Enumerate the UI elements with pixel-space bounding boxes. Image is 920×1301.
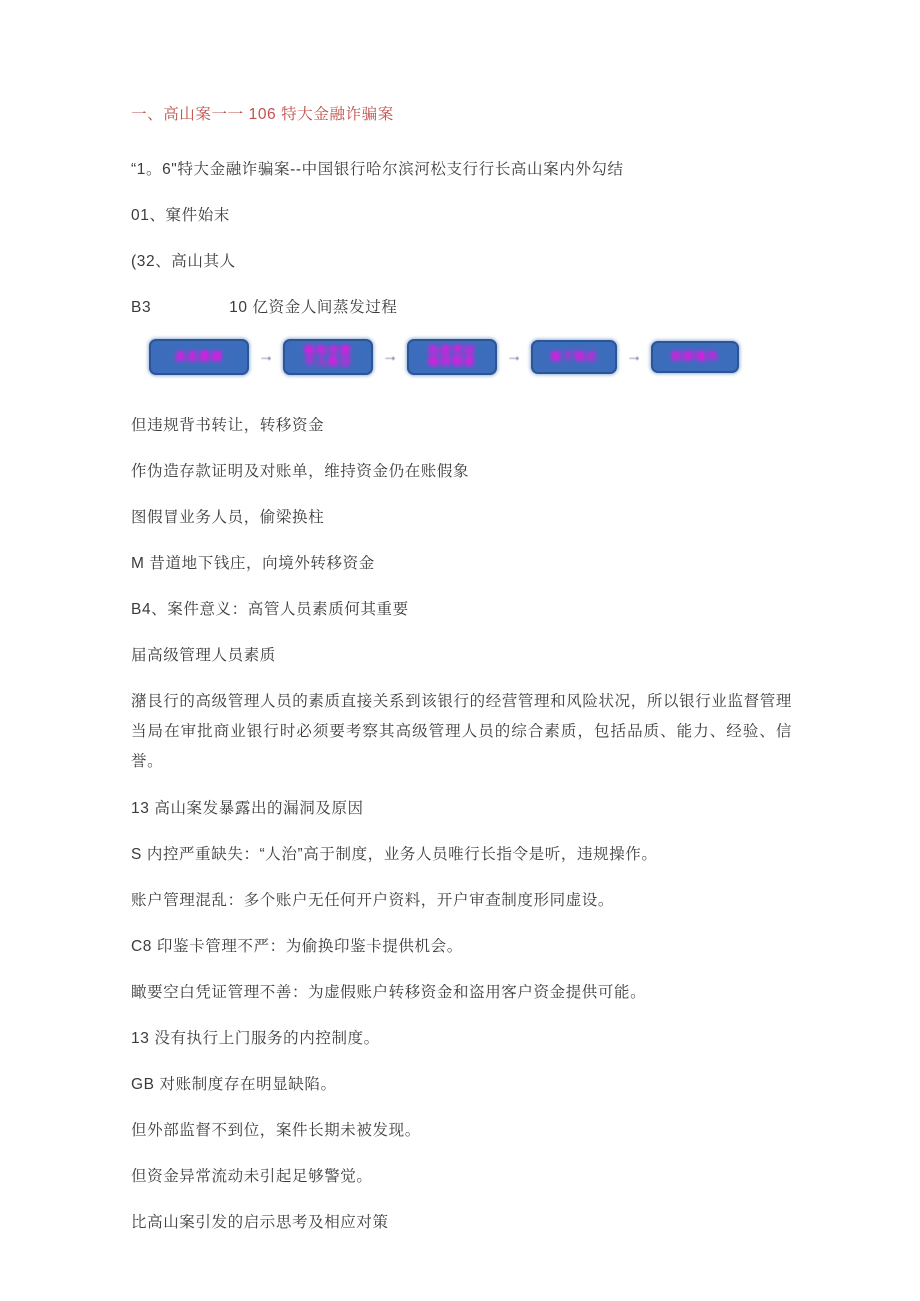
flow-step-label: 不入账目 — [304, 356, 352, 368]
paragraph-line: S 内控严重缺失：“人治”高于制度，业务人员唯行长指令是听，违规操作。 — [131, 846, 658, 863]
paragraph-line: M 昔道地下钱庄，向境外转移资金 — [131, 555, 375, 572]
paragraph-line: GB 对账制度存在明显缺陷。 — [131, 1076, 337, 1093]
line-text: 10 亿资金人间蒸发过程 — [229, 299, 398, 316]
flow-step-label: 地下钱庄 — [550, 350, 598, 363]
paragraph-line: 13 没有执行上门服务的内控制度。 — [131, 1030, 380, 1047]
paragraph-line: 比高山案引发的启示思考及相应对策 — [131, 1214, 389, 1231]
paragraph-line: 但外部监督不到位，案件长期未被发现。 — [131, 1122, 421, 1139]
paragraph-line: 届高级管理人员素质 — [131, 647, 276, 664]
flow-step-label: 伪造凭证 — [428, 345, 476, 357]
fund-flow-diagram — [149, 339, 792, 375]
flow-step-box — [531, 340, 617, 374]
labeled-line — [131, 293, 792, 322]
line-prefix: B3 — [131, 299, 152, 316]
paragraph-line: 但资金异常流动未引起足够警觉。 — [131, 1168, 373, 1185]
paragraph-line: 瞰要空白凭证管理不善：为虚假账户转移资金和盗用客户资金提供可能。 — [131, 984, 647, 1001]
paragraph-line: 账户管理混乱：多个账户无任何开户资料，开户审查制度形同虚设。 — [131, 892, 615, 909]
flow-step-label: 维持假象 — [428, 356, 476, 368]
flow-step-box — [283, 339, 373, 375]
paragraph-line: 作伪造存款证明及对账单，维持资金仍在账假象 — [131, 463, 470, 480]
flow-step-label: 高息揽储 — [175, 350, 223, 363]
paragraph-line: 图假冒业务人员，偷梁换柱 — [131, 509, 325, 526]
paragraph-line: 潴艮行的高级管理人员的素质直接关系到该银行的经营管理和风险状况，所以银行业监督管理当局在审批商业银行时必须要考察其高级管理人员的综合素质，包括品质、能力、经验、信誉。 — [131, 693, 792, 770]
right-arrow-icon: → — [626, 348, 642, 365]
right-arrow-icon: → — [506, 348, 522, 365]
paragraph-line: (32、高山其人 — [131, 253, 236, 270]
flow-step-box — [407, 339, 497, 375]
paragraph-line: B4、案件意义：高管人员素质何其重要 — [131, 601, 409, 618]
right-arrow-icon: → — [382, 348, 398, 365]
flow-step-label: 吸收存款 — [304, 345, 352, 357]
paragraph-line: C8 印鉴卡管理不严：为偷换印鉴卡提供机会。 — [131, 938, 463, 955]
paragraph-line: 但违规背书转让，转移资金 — [131, 417, 325, 434]
flow-step-label: 转移境外 — [671, 350, 719, 363]
paragraph-line: “1。6"特大金融诈骗案--中国银行哈尔滨河松支行行长高山案内外勾结 — [131, 161, 624, 178]
paragraph-line: 13 高山案发暴露出的漏洞及原因 — [131, 800, 364, 817]
flow-step-box — [149, 339, 249, 375]
paragraph-line: 01、窠件始末 — [131, 207, 230, 224]
section-heading: 一、高山案一一 106 特大金融诈骗案 — [131, 106, 394, 123]
flow-step-box — [651, 341, 739, 373]
right-arrow-icon: → — [258, 348, 274, 365]
